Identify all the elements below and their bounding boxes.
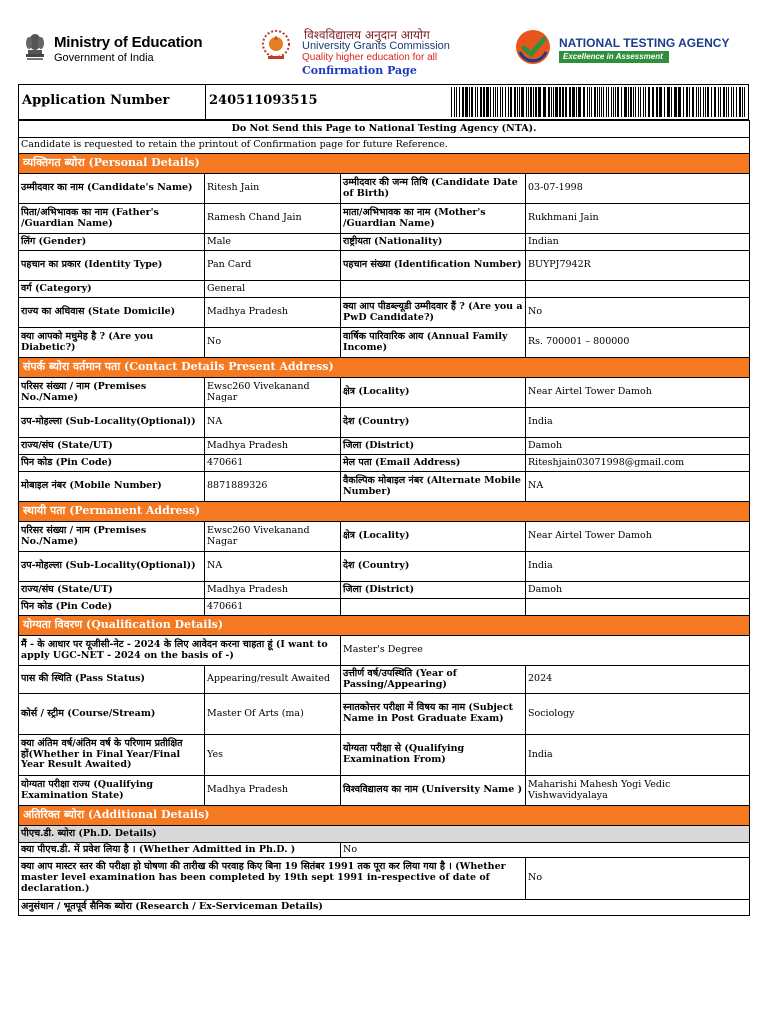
field-label: क्षेत्र (Locality) [341, 378, 526, 408]
field-value: NA [205, 408, 341, 438]
field-label: क्या अंतिम वर्ष/अंतिम वर्ष के परिणाम प्रतीक्षित हों(Whether in Final Year/Final Year Result Awaited) [19, 735, 205, 776]
field-label: विश्वविद्यालय का नाम (University Name ) [341, 776, 526, 806]
field-value: India [526, 735, 750, 776]
master-exam-completed-value: No [526, 858, 750, 900]
page-header [0, 0, 768, 84]
field-value: Ewsc260 Vivekanand Nagar [205, 522, 341, 552]
field-label: क्या आपको मधुमेह है ? (Are you Diabetic?) [19, 328, 205, 358]
field-value [526, 599, 750, 616]
notice-row [19, 121, 750, 138]
detail-row [19, 328, 750, 358]
notice-retain-printout: Candidate is requested to retain the printout of Confirmation page for future Reference. [19, 138, 750, 154]
section-personal-details [19, 154, 750, 174]
ministry-subtitle: Government of India [54, 52, 154, 64]
section-additional-details [19, 806, 750, 826]
detail-row [19, 858, 750, 900]
detail-row [19, 599, 750, 616]
field-value: General [205, 281, 341, 298]
application-details-table [18, 120, 750, 916]
field-value: Sociology [526, 694, 750, 735]
field-label: उम्मीदवार का नाम (Candidate's Name) [19, 174, 205, 204]
field-label: क्या आप पीडब्ल्यूडी उम्मीदवार हैं ? (Are you a PwD Candidate?) [341, 298, 526, 328]
section-personal-details-title: व्यक्तिगत ब्योरा (Personal Details) [19, 154, 750, 174]
field-label: स्नातकोत्तर परीक्षा में विषय का नाम (Subject Name in Post Graduate Exam) [341, 694, 526, 735]
field-value: 470661 [205, 455, 341, 472]
field-value: 8871889326 [205, 472, 341, 502]
field-label [341, 599, 526, 616]
field-value: Ewsc260 Vivekanand Nagar [205, 378, 341, 408]
section-contact-details-title: संपर्क ब्योरा वर्तमान पता (Contact Details Present Address) [19, 358, 750, 378]
field-value: Master Of Arts (ma) [205, 694, 341, 735]
confirmation-page-title: Confirmation Page [302, 64, 417, 77]
field-label: वर्ग (Category) [19, 281, 205, 298]
field-value: Madhya Pradesh [205, 438, 341, 455]
field-label: राज्य का अधिवास (State Domicile) [19, 298, 205, 328]
field-label: उम्मीदवार की जन्म तिथि (Candidate Date of Birth) [341, 174, 526, 204]
section-permanent-address [19, 502, 750, 522]
field-value: Riteshjain03071998@gmail.com [526, 455, 750, 472]
field-value: India [526, 552, 750, 582]
field-value: Damoh [526, 438, 750, 455]
detail-row [19, 174, 750, 204]
detail-row [19, 776, 750, 806]
detail-row [19, 408, 750, 438]
field-label: उप-मोहल्ला (Sub-Locality(Optional)) [19, 552, 205, 582]
detail-row [19, 378, 750, 408]
field-value: No [205, 328, 341, 358]
ugc-net-basis-value: Master's Degree [341, 636, 750, 666]
field-label: राज्य/संघ (State/UT) [19, 438, 205, 455]
field-label: देश (Country) [341, 552, 526, 582]
field-value: 03-07-1998 [526, 174, 750, 204]
detail-row [19, 251, 750, 281]
field-label: योग्यता परीक्षा राज्य (Qualifying Examination State) [19, 776, 205, 806]
field-value: No [526, 298, 750, 328]
detail-row [19, 552, 750, 582]
nta-logo-icon [514, 28, 552, 66]
detail-row [19, 843, 750, 858]
field-value: Appearing/result Awaited [205, 666, 341, 694]
detail-row [19, 298, 750, 328]
nta-title: NATIONAL TESTING AGENCY [559, 36, 730, 50]
detail-row [19, 438, 750, 455]
field-label [341, 281, 526, 298]
field-label: वार्षिक पारिवारिक आय (Annual Family Income) [341, 328, 526, 358]
notice-row [19, 138, 750, 154]
field-label: लिंग (Gender) [19, 234, 205, 251]
field-value: Ramesh Chand Jain [205, 204, 341, 234]
field-value: 470661 [205, 599, 341, 616]
field-value [526, 281, 750, 298]
application-number-box [18, 84, 749, 120]
field-label: योग्यता परीक्षा से (Qualifying Examination From) [341, 735, 526, 776]
application-number-value: 240511093515 [209, 93, 318, 108]
field-label: मोबाइल नंबर (Mobile Number) [19, 472, 205, 502]
detail-row [19, 582, 750, 599]
field-label: वैकल्पिक मोबाइल नंबर (Alternate Mobile Number) [341, 472, 526, 502]
phd-admitted-value: No [341, 843, 750, 858]
ugc-hindi-name: विश्वविद्यालय अनुदान आयोग [304, 28, 430, 42]
ugc-lamp-icon [258, 26, 298, 66]
field-label: मेल पता (Email Address) [341, 455, 526, 472]
field-label: जिला (District) [341, 582, 526, 599]
ugc-tagline: Quality higher education for all [302, 52, 438, 63]
research-details-title: अनुसंधान / भूतपूर्व सैनिक ब्योरा (Research / Ex-Serviceman Details) [19, 900, 750, 916]
application-number-label: Application Number [22, 93, 170, 108]
field-label: राष्ट्रीयता (Nationality) [341, 234, 526, 251]
phd-details-title: पीएच.डी. ब्योरा (Ph.D. Details) [19, 826, 750, 843]
master-exam-completed-label: क्या आप मास्टर स्तर की परीक्षा हो घोषणा की तारीख की परवाह किए बिना 19 सितंबर 1991 तक पूरा कर लिया गया है । (Whether master level examination has been completed by 19th sept 1991 in-respective of date of declaration.) [19, 858, 526, 900]
section-qualification-details [19, 616, 750, 636]
field-value: Rs. 700001 – 800000 [526, 328, 750, 358]
detail-row [19, 472, 750, 502]
field-label: पिता/अभिभावक का नाम (Father's /Guardian Name) [19, 204, 205, 234]
field-label: पास की स्थिति (Pass Status) [19, 666, 205, 694]
ugc-name: University Grants Commission [302, 40, 450, 52]
detail-row [19, 455, 750, 472]
detail-row [19, 204, 750, 234]
field-value: Madhya Pradesh [205, 582, 341, 599]
field-label: देश (Country) [341, 408, 526, 438]
field-value: 2024 [526, 666, 750, 694]
field-label: माता/अभिभावक का नाम (Mother's /Guardian Name) [341, 204, 526, 234]
field-value: BUYPJ7942R [526, 251, 750, 281]
section-qualification-details-title: योग्यता विवरण (Qualification Details) [19, 616, 750, 636]
field-label: उप-मोहल्ला (Sub-Locality(Optional)) [19, 408, 205, 438]
notice-do-not-send: Do Not Send this Page to National Testing Agency (NTA). [19, 121, 750, 138]
field-label: पिन कोड (Pin Code) [19, 455, 205, 472]
field-value: Male [205, 234, 341, 251]
field-value: Near Airtel Tower Damoh [526, 378, 750, 408]
nta-tagline: Excellence in Assessment [559, 51, 669, 63]
application-barcode [451, 87, 747, 117]
field-value: Damoh [526, 582, 750, 599]
field-value: India [526, 408, 750, 438]
field-value: Indian [526, 234, 750, 251]
section-contact-details [19, 358, 750, 378]
application-divider [205, 85, 206, 119]
national-emblem-icon [22, 28, 48, 62]
ugc-net-basis-label: मैं - के आधार पर यूजीसी-नेट - 2024 के लिए आवेदन करना चाहता हूं (I want to apply UGC-NET - 2024 on the basis of -) [19, 636, 341, 666]
detail-row [19, 735, 750, 776]
field-value: Yes [205, 735, 341, 776]
field-value: Near Airtel Tower Damoh [526, 522, 750, 552]
field-value: Madhya Pradesh [205, 776, 341, 806]
detail-row [19, 522, 750, 552]
field-value: NA [526, 472, 750, 502]
field-label: पहचान का प्रकार (Identity Type) [19, 251, 205, 281]
detail-row [19, 694, 750, 735]
field-label: कोर्स / स्ट्रीम (Course/Stream) [19, 694, 205, 735]
ministry-title: Ministry of Education [54, 34, 203, 51]
field-value: Rukhmani Jain [526, 204, 750, 234]
phd-details-header [19, 826, 750, 843]
field-label: क्षेत्र (Locality) [341, 522, 526, 552]
research-details-header [19, 900, 750, 916]
field-label: उत्तीर्ण वर्ष/उपस्थिति (Year of Passing/Appearing) [341, 666, 526, 694]
detail-row [19, 281, 750, 298]
field-value: Pan Card [205, 251, 341, 281]
field-label: राज्य/संघ (State/UT) [19, 582, 205, 599]
section-permanent-address-title: स्थायी पता (Permanent Address) [19, 502, 750, 522]
detail-row [19, 234, 750, 251]
field-label: जिला (District) [341, 438, 526, 455]
detail-row [19, 666, 750, 694]
field-label: पहचान संख्या (Identification Number) [341, 251, 526, 281]
field-label: पिन कोड (Pin Code) [19, 599, 205, 616]
field-value: Maharishi Mahesh Yogi Vedic Vishwavidyalaya [526, 776, 750, 806]
field-label: परिसर संख्या / नाम (Premises No./Name) [19, 378, 205, 408]
detail-row [19, 636, 750, 666]
section-additional-details-title: अतिरिक्त ब्योरा (Additional Details) [19, 806, 750, 826]
field-label: परिसर संख्या / नाम (Premises No./Name) [19, 522, 205, 552]
field-value: NA [205, 552, 341, 582]
phd-admitted-label: क्या पीएच.डी. में प्रवेश लिया है । (Whether Admitted in Ph.D. ) [19, 843, 341, 858]
field-value: Ritesh Jain [205, 174, 341, 204]
field-value: Madhya Pradesh [205, 298, 341, 328]
